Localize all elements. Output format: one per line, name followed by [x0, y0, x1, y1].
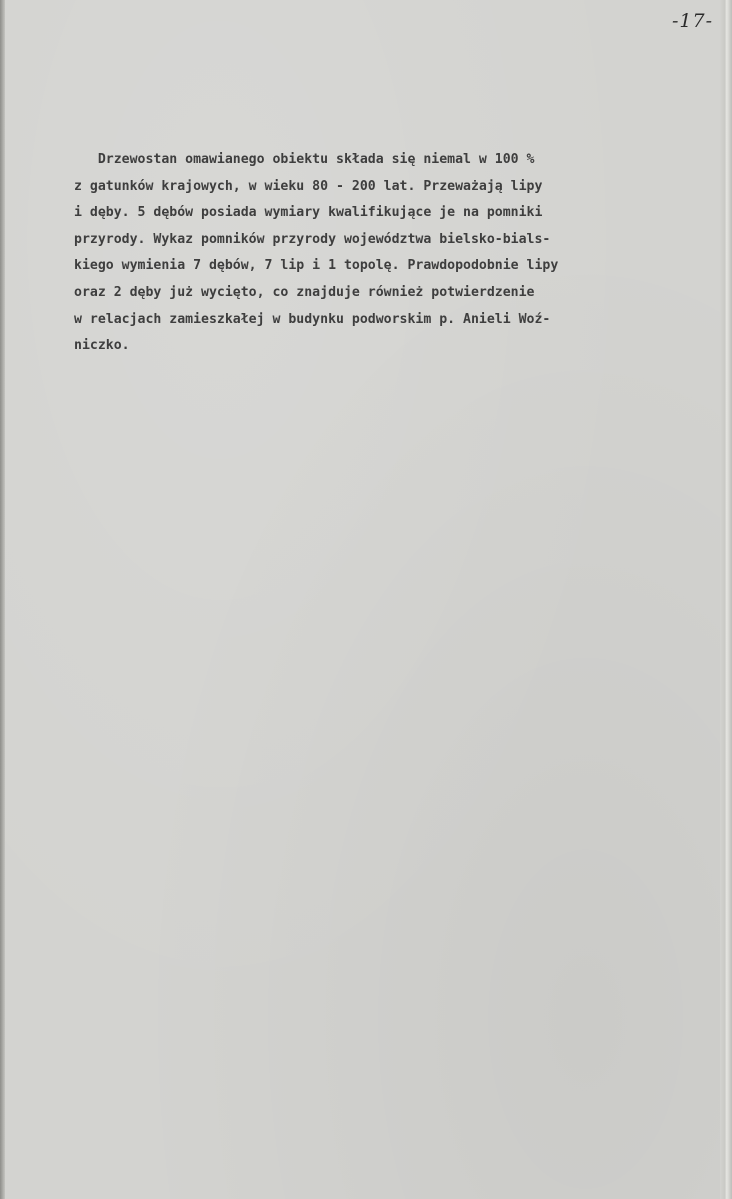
text-line: kiego wymienia 7 dębów, 7 lip i 1 topolę. Prawdopodobnie lipy: [74, 258, 559, 274]
text-line: i dęby. 5 dębów posiada wymiary kwalifikujące je na pomniki: [74, 205, 543, 221]
text-line: w relacjach zamieszkałej w budynku podworskim p. Anieli Woź-: [74, 311, 551, 327]
text-line: przyrody. Wykaz pomników przyrody województwa bielsko-bials-: [74, 231, 551, 247]
text-line: niczko.: [74, 338, 130, 354]
page-number: -17-: [672, 10, 714, 32]
text-line: oraz 2 dęby już wycięto, co znajduje również potwierdzenie: [74, 284, 535, 300]
body-paragraph: [74, 147, 694, 360]
text-line: Drzewostan omawianego obiektu składa się niemal w 100 %: [74, 152, 535, 167]
page-left-edge: [0, 0, 5, 1199]
text-line: z gatunków krajowych, w wieku 80 - 200 lat. Przeważają lipy: [74, 178, 543, 194]
page-right-edge: [720, 0, 732, 1199]
